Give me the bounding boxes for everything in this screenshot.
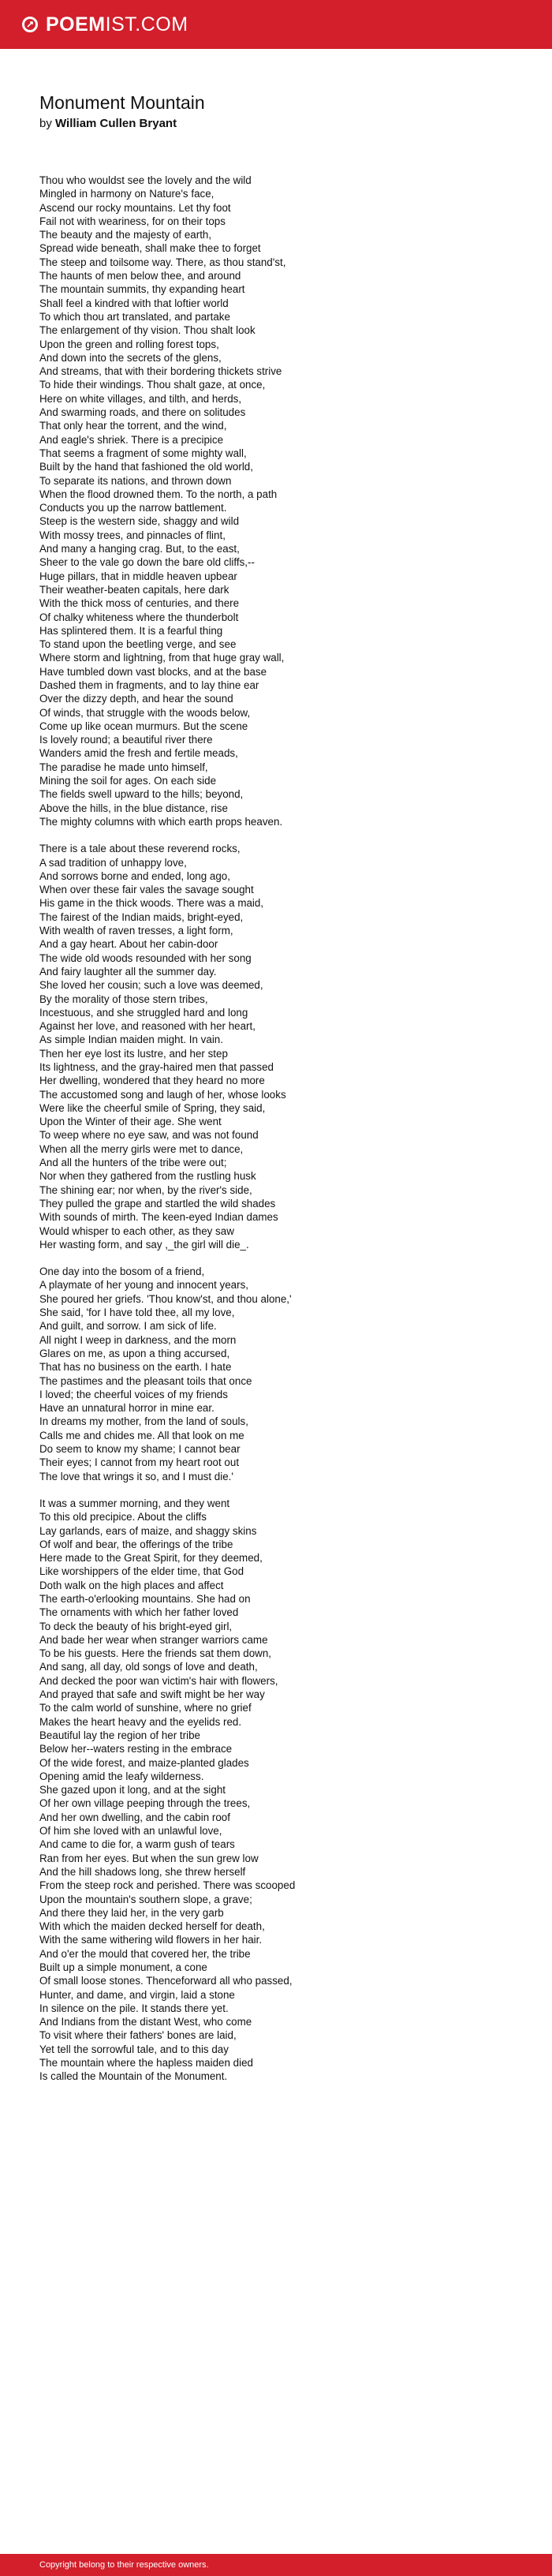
poem-line: Its lightness, and the gray-haired men that passed [39,1061,274,1073]
poem-line: And sang, all day, old songs of love and death, [39,1661,258,1673]
site-header [0,0,552,49]
poem-line: A sad tradition of unhappy love, [39,856,187,869]
poem-line: Against her love, and reasoned with her heart, [39,1020,255,1033]
poem-line: Built up a simple monument, a cone [39,1961,207,1973]
poem-line: Her wasting form, and say ,_the girl will die_. [39,1238,249,1251]
poem-line: With mossy trees, and pinnacles of flint, [39,529,226,541]
poem-line: Have tumbled down vast blocks, and at the base [39,665,267,678]
poem-line: Lay garlands, ears of maize, and shaggy skins [39,1524,257,1537]
poem-line: The mountain where the hapless maiden died [39,2057,253,2069]
poem-line: To the calm world of sunshine, where no grief [39,1702,252,1714]
poem-line: Were like the cheerful smile of Spring, they said, [39,1101,266,1114]
poem-line: Their weather-beaten capitals, here dark [39,583,229,596]
poem-line: And the hill shadows long, she threw herself [39,1865,246,1878]
poem-line: The fairest of the Indian maids, bright-eyed, [39,910,244,923]
poem-line: The love that wrings it so, and I must die.' [39,1470,233,1482]
poem-line: And down into the secrets of the glens, [39,351,222,364]
poem-stanza [39,1265,513,1483]
poem-line: Of him she loved with an unlawful love, [39,1825,222,1838]
poem-line: Then her eye lost its lustre, and her step [39,1047,228,1060]
poem-title: Monument Mountain [39,92,205,113]
poem-line: The beauty and the majesty of earth, [39,229,212,241]
poem-line: Of small loose stones. Thenceforward all who passed, [39,1975,293,1987]
poem-line: And guilt, and sorrow. I am sick of life. [39,1320,217,1333]
poem-line: The paradise he made unto himself, [39,761,208,773]
poem-line: And many a hanging crag. But, to the east, [39,543,240,555]
poem-line: The ornaments with which her father loved [39,1606,239,1619]
poem-line: Of the wide forest, and maize-planted glades [39,1756,249,1769]
poem-line: To deck the beauty of his bright-eyed girl, [39,1620,233,1632]
poem-line: The earth-o'erlooking mountains. She had on [39,1592,251,1605]
poem-line: The pastimes and the pleasant toils that once [39,1374,252,1387]
poem-line: They pulled the grape and startled the wild shades [39,1197,276,1209]
poem-line: Thou who wouldst see the lovely and the wild [39,174,252,186]
poem-line: She poured her griefs. 'Thou know'st, and thou alone,' [39,1292,292,1305]
poem-line: Below her--waters resting in the embrace [39,1743,233,1755]
poem-line: Upon the mountain's southern slope, a grave; [39,1893,252,1905]
poem-line: With the thick moss of centuries, and there [39,597,240,610]
poem-line: To separate its nations, and thrown down [39,474,232,487]
poem-line: Mingled in harmony on Nature's face, [39,188,214,200]
logo-text-light: IST.COM [105,13,188,36]
poem-line: When over these fair vales the savage sought [39,884,254,896]
poem-line: Over the dizzy depth, and hear the sound [39,693,233,705]
quill-circle-icon [22,17,38,32]
poem-line: And there they laid her, in the very garb [39,1906,224,1919]
poem-line: Their eyes; I cannot from my heart root out [39,1456,240,1469]
logo-text-bold: POEM [46,13,106,36]
poem-line: And eagle's shriek. There is a precipice [39,433,224,446]
poem-line: Like worshippers of the elder time, that God [39,1565,244,1578]
poem-line: And all the hunters of the tribe were out; [39,1157,227,1169]
poem-stanza [39,1497,513,2084]
poem-line: Shall feel a kindred with that loftier world [39,297,229,309]
poem-line: Here made to the Great Spirit, for they deemed, [39,1552,263,1565]
poem-line: From the steep rock and perished. There was scooped [39,1879,296,1892]
poem-line: To be his guests. Here the friends sat them down, [39,1647,272,1660]
poem-line: Have an unnatural horror in mine ear. [39,1402,214,1415]
byline-prefix: by [39,117,52,130]
poem-line: To which thou art translated, and partake [39,310,230,323]
byline [39,117,513,130]
poem-line: And bade her wear when stranger warriors came [39,1633,268,1646]
poem-line: The wide old woods resounded with her song [39,952,252,964]
poem-line: Dashed them in fragments, and to lay thine ear [39,679,259,691]
poem-line: Upon the Winter of their age. She went [39,1116,222,1128]
poem-line: With sounds of mirth. The keen-eyed Indian dames [39,1211,278,1224]
author-link[interactable]: William Cullen Bryant [55,117,177,130]
poem-line: And fairy laughter all the summer day. [39,965,217,978]
poem-line: Come up like ocean murmurs. But the scene [39,720,248,732]
poem-line: The mighty columns with which earth props heaven. [39,815,283,828]
poem-line: When the flood drowned them. To the north, a path [39,488,278,500]
poem-line: Glares on me, as upon a thing accursed, [39,1347,230,1359]
poem-line: Has splintered them. It is a fearful thing [39,624,223,637]
poem-line: The mountain summits, thy expanding heart [39,283,245,296]
poem-line: The steep and toilsome way. There, as thou stand'st, [39,256,286,268]
poem-line: To visit where their fathers' bones are laid, [39,2029,237,2042]
site-footer [0,2554,552,2576]
poem-line: Spread wide beneath, shall make thee to forget [39,242,261,255]
poem-line: And decked the poor wan victim's hair with flowers, [39,1674,278,1687]
poem-line: That seems a fragment of some mighty wall, [39,447,247,459]
poem-line: Ran from her eyes. But when the sun grew low [39,1852,259,1864]
poem-line: And sorrows borne and ended, long ago, [39,869,230,882]
poem-line: And prayed that safe and swift might be her way [39,1688,265,1701]
poem-line: Huge pillars, that in middle heaven upbear [39,570,237,582]
poem-line: The accustomed song and laugh of her, whose looks [39,1088,286,1101]
poem-line: Doth walk on the high places and affect [39,1579,224,1591]
poem-line: Mining the soil for ages. On each side [39,775,217,787]
poem-line: To hide their windings. Thou shalt gaze, at once, [39,379,266,391]
poem-line: The shining ear; nor when, by the river's side, [39,1183,252,1196]
poem-line: Beautiful lay the region of her tribe [39,1729,200,1741]
poem-line: To this old precipice. About the cliffs [39,1511,207,1524]
poem-line: Above the hills, in the blue distance, rise [39,802,228,814]
poem-line: With wealth of raven tresses, a light form, [39,925,233,937]
poem-line: And her own dwelling, and the cabin roof [39,1811,230,1823]
poem-line: The enlargement of thy vision. Thou shalt look [39,324,255,337]
poem-line: Steep is the western side, shaggy and wild [39,515,240,528]
poem-line: And o'er the mould that covered her, the tribe [39,1947,251,1960]
poem-stanza [39,842,513,1251]
poem-line: Is lovely round; a beautiful river there [39,734,213,746]
poem-body [39,174,513,2084]
poem-line: Here on white villages, and tilth, and herds, [39,392,242,405]
poem-line: Fail not with weariness, for on their tops [39,215,226,227]
poem-line: Conducts you up the narrow battlement. [39,502,227,514]
poem-line: Yet tell the sorrowful tale, and to this day [39,2043,229,2055]
poem-line: Would whisper to each other, as they saw [39,1224,234,1237]
poem-line: Do seem to know my shame; I cannot bear [39,1443,241,1456]
poem-line: She loved her cousin; such a love was deemed, [39,979,263,992]
poem-line: And swarming roads, and there on solitudes [39,406,246,419]
poem-line: To weep where no eye saw, and was not found [39,1129,259,1142]
poem-line: In silence on the pile. It stands there yet. [39,2002,229,2014]
poem-line: When all the merry girls were met to dance, [39,1142,244,1155]
poem-line: Makes the heart heavy and the eyelids red. [39,1715,242,1728]
poem-line: That has no business on the earth. I hate [39,1361,232,1374]
poem-line: And streams, that with their bordering thickets strive [39,365,282,378]
poem-stanza [39,174,513,828]
poem-line: Of her own village peeping through the trees, [39,1797,251,1810]
poem-line: She said, 'for I have told thee, all my love, [39,1307,235,1319]
poem-line: Her dwelling, wondered that they heard no more [39,1075,265,1087]
poem-line: There is a tale about these reverend rocks, [39,843,241,855]
poem-line: Upon the green and rolling forest tops, [39,338,219,350]
poem-line: By the morality of those stern tribes, [39,993,208,1005]
copyright-text: Copyright belong to their respective owners. [39,2560,209,2570]
poem-line: Of winds, that struggle with the woods below, [39,706,251,719]
poem-line: And came to die for, a warm gush of tears [39,1838,235,1851]
poem-line: The fields swell upward to the hills; beyond, [39,788,244,801]
poem-line: Of wolf and bear, the offerings of the tribe [39,1538,233,1550]
poem-line: Opening amid the leafy wilderness. [39,1770,204,1782]
poem-line: Hunter, and dame, and virgin, laid a stone [39,1988,235,2001]
poem-line: As simple Indian maiden might. In vain. [39,1034,223,1046]
poem-line: Incestuous, and she struggled hard and long [39,1006,248,1019]
poem-line: With which the maiden decked herself for death, [39,1920,265,1933]
poem-line: His game in the thick woods. There was a maid, [39,897,264,910]
logo-text [46,13,188,36]
poem-line: In dreams my mother, from the land of souls, [39,1415,248,1428]
poem-line: One day into the bosom of a friend, [39,1266,205,1278]
poem-line: Nor when they gathered from the rustling husk [39,1170,256,1183]
poem-line: To stand upon the beetling verge, and see [39,638,237,651]
poem-line: Calls me and chides me. All that look on me [39,1429,244,1441]
poem-line: The haunts of men below thee, and around [39,270,241,282]
poem-line: Wanders amid the fresh and fertile meads, [39,747,238,760]
poem-line: It was a summer morning, and they went [39,1497,230,1509]
poem-line: Ascend our rocky mountains. Let thy foot [39,201,231,214]
poem-line: A playmate of her young and innocent years, [39,1279,249,1292]
poem-line: Built by the hand that fashioned the old world, [39,461,253,473]
poem-content [0,49,552,2084]
poem-line: I loved; the cheerful voices of my friends [39,1388,228,1400]
poem-line: And Indians from the distant West, who come [39,2016,252,2028]
poem-line: Is called the Mountain of the Monument. [39,2070,228,2083]
poem-line: Of chalky whiteness where the thunderbolt [39,611,239,623]
poem-line: Where storm and lightning, from that huge gray wall, [39,652,285,664]
poem-line: And a gay heart. About her cabin-door [39,938,218,951]
poem-line: All night I weep in darkness, and the morn [39,1333,237,1346]
site-logo[interactable] [22,13,188,36]
poem-line: With the same withering wild flowers in her hair. [39,1934,263,1946]
poem-line: That only hear the torrent, and the wind, [39,420,227,432]
poem-line: She gazed upon it long, and at the sight [39,1784,226,1796]
poem-line: Sheer to the vale go down the bare old cliffs,-- [39,556,255,569]
